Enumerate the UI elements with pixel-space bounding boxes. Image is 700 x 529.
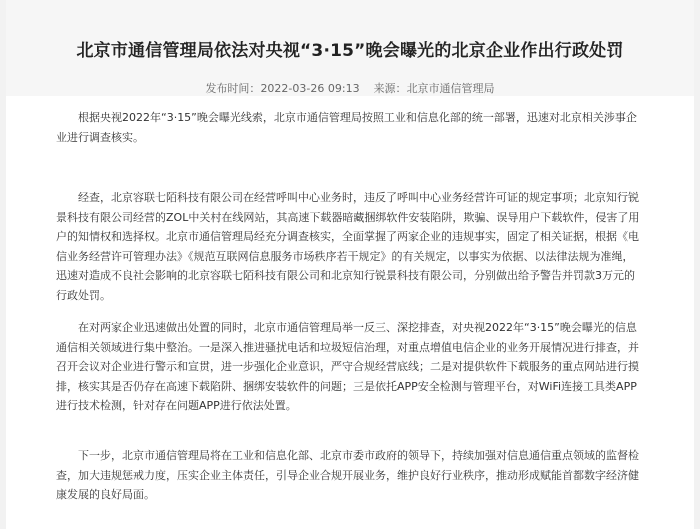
publish-time-label: 发布时间： xyxy=(205,82,261,95)
right-page-edge xyxy=(694,0,700,529)
article-paragraph: 经查，北京容联七陌科技有限公司在经营呼叫中心业务时，违反了呼叫中心业务经营许可证的规定事项；北京知行锐景科技有限公司经营的ZOL中关村在线网站，其高速下载器暗藏捆绑软件安装陷阱，欺骗、误导用户下载软件，侵害了用户的知情权和选择权。北京市通信管理局经充分调查核实，全面掌握了两家企业的违规事实，固定了相关证据，根据《电信业务经营许可管理办法》《规范互联网信息服务市场秩序若干规定》的有关规定，以事实为依据、以法律法规为准绳，迅速对造成不良社会影响的北京容联七陌科技有限公司和北京知行锐景科技有限公司，分别做出给予警告并罚款3万元的行政处罚。 xyxy=(56,191,640,302)
article-body-section-4 xyxy=(56,446,644,505)
article-body-section-2 xyxy=(56,188,644,305)
article-paragraph: 下一步，北京市通信管理局将在工业和信息化部、北京市委市政府的领导下，持续加强对信息通信重点领域的监督检查，加大违规惩戒力度，压实企业主体责任，引导企业合规开展业务，维护良好行业秩序，推动形成赋能首都数字经济健康发展的良好局面。 xyxy=(56,449,639,501)
article-body-section-1 xyxy=(56,108,644,147)
publish-time: 2022-03-26 09:13 xyxy=(260,82,360,95)
source-label: 来源： xyxy=(373,82,407,95)
article-meta xyxy=(6,80,694,96)
article-header xyxy=(6,0,694,96)
article-paragraph: 在对两家企业迅速做出处置的同时，北京市通信管理局举一反三、深挖排查，对央视2022年“3·15”晚会曝光的信息通信相关领域进行集中整治。一是深入推进骚扰电话和垃圾短信治理，对重点增值电信企业的业务开展情况进行排查，并召开会议对企业进行警示和宣贯，进一步强化企业意识，严守合规经营底线；二是对提供软件下载服务的重点网站进行摸排，核实其是否仍存在高速下载陷阱、捆绑安装软件的问题；三是依托APP安全检测与管理平台，对WiFi连接工具类APP进行技术检测，针对存在问题APP进行依法处置。 xyxy=(56,321,639,412)
article-paragraph: 根据央视2022年“3·15”晚会曝光线索，北京市通信管理局按照工业和信息化部的统一部署，迅速对北京相关涉事企业进行调查核实。 xyxy=(56,111,637,144)
article-title: 北京市通信管理局依法对央视“3·15”晚会曝光的北京企业作出行政处罚 xyxy=(76,41,624,61)
article-body-section-3 xyxy=(56,318,644,416)
article-source: 北京市通信管理局 xyxy=(406,82,495,95)
